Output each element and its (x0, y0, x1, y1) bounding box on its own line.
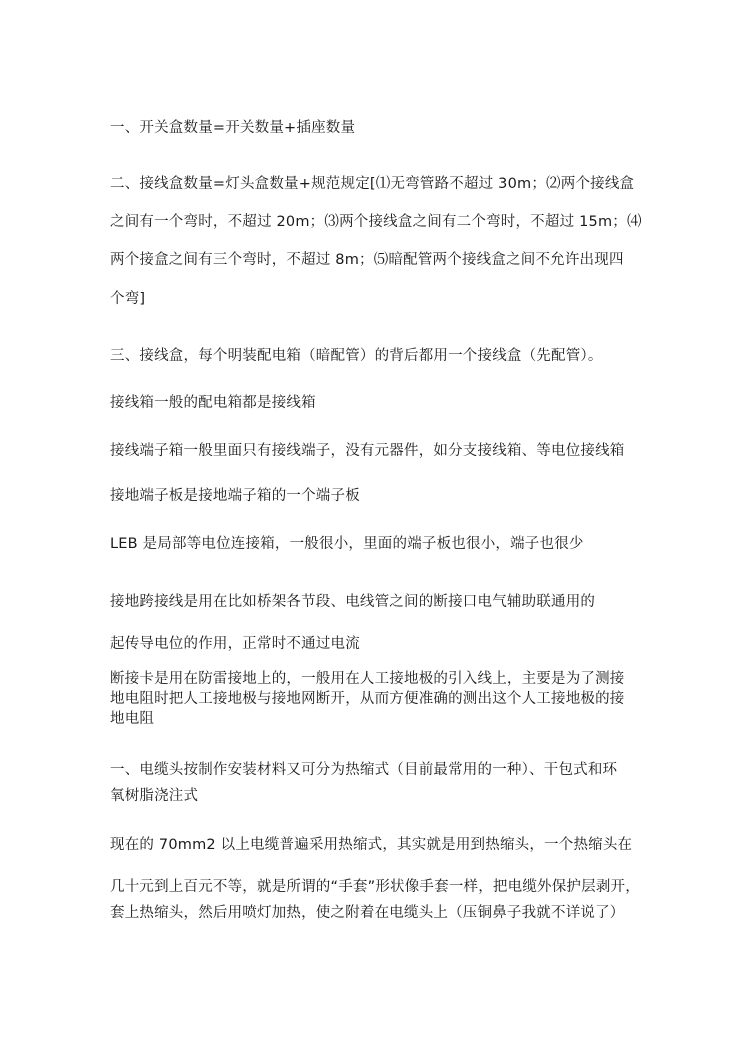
text-line: 两个接盒之间有三个弯时，不超过 8m；⑸暗配管两个接线盒之间不允许出现四 (110, 252, 624, 268)
text-line: 三、接线盒，每个明装配电箱（暗配管）的背后都用一个接线盒（先配管）。 (110, 348, 603, 364)
text-line: 现在的 70mm2 以上电缆普遍采用热缩式，其实就是用到热缩头，一个热缩头在 (110, 837, 633, 853)
text-line: 断接卡是用在防雷接地上的，一般用在人工接地极的引入线上，主要是为了测接 (110, 671, 625, 687)
text-line: 二、接线盒数量=灯头盒数量+规范规定[⑴无弯管路不超过 30m；⑵两个接线盒 (110, 176, 635, 192)
text-line: 地电阻时把人工接地极与接地网断开，从而方便准确的测出这个人工接地极的接 (110, 691, 625, 707)
text-line: 个弯] (110, 291, 146, 307)
text-line: 接地跨接线是用在比如桥架各节段、电线管之间的断接口电气辅助联通用的 (110, 594, 596, 610)
text-line: 之间有一个弯时，不超过 20m；⑶两个接线盒之间有二个弯时，不超过 15m；⑷ (110, 214, 642, 230)
text-line: 地电阻 (110, 711, 155, 727)
text-line: 接地端子板是接地端子箱的一个端子板 (110, 488, 360, 504)
text-line: 接线箱一般的配电箱都是接线箱 (110, 395, 316, 411)
text-line: 起传导电位的作用，正常时不通过电流 (110, 636, 360, 652)
text-line: 几十元到上百元不等，就是所谓的“手套”形状像手套一样，把电缆外保护层剥开， (110, 879, 640, 895)
text-line: 套上热缩头，然后用喷灯加热，使之附着在电缆头上（压铜鼻子我就不详说了） (110, 905, 625, 921)
text-line: LEB 是局部等电位连接箱，一般很小，里面的端子板也很小，端子也很少 (110, 536, 584, 552)
text-line: 氧树脂浇注式 (110, 788, 199, 804)
text-line: 一、开关盒数量=开关数量+插座数量 (110, 120, 356, 136)
text-line: 接线端子箱一般里面只有接线端子，没有元器件，如分支接线箱、等电位接线箱 (110, 443, 625, 459)
text-line: 一、电缆头按制作安装材料又可分为热缩式（目前最常用的一种）、干包式和环 (110, 762, 618, 778)
